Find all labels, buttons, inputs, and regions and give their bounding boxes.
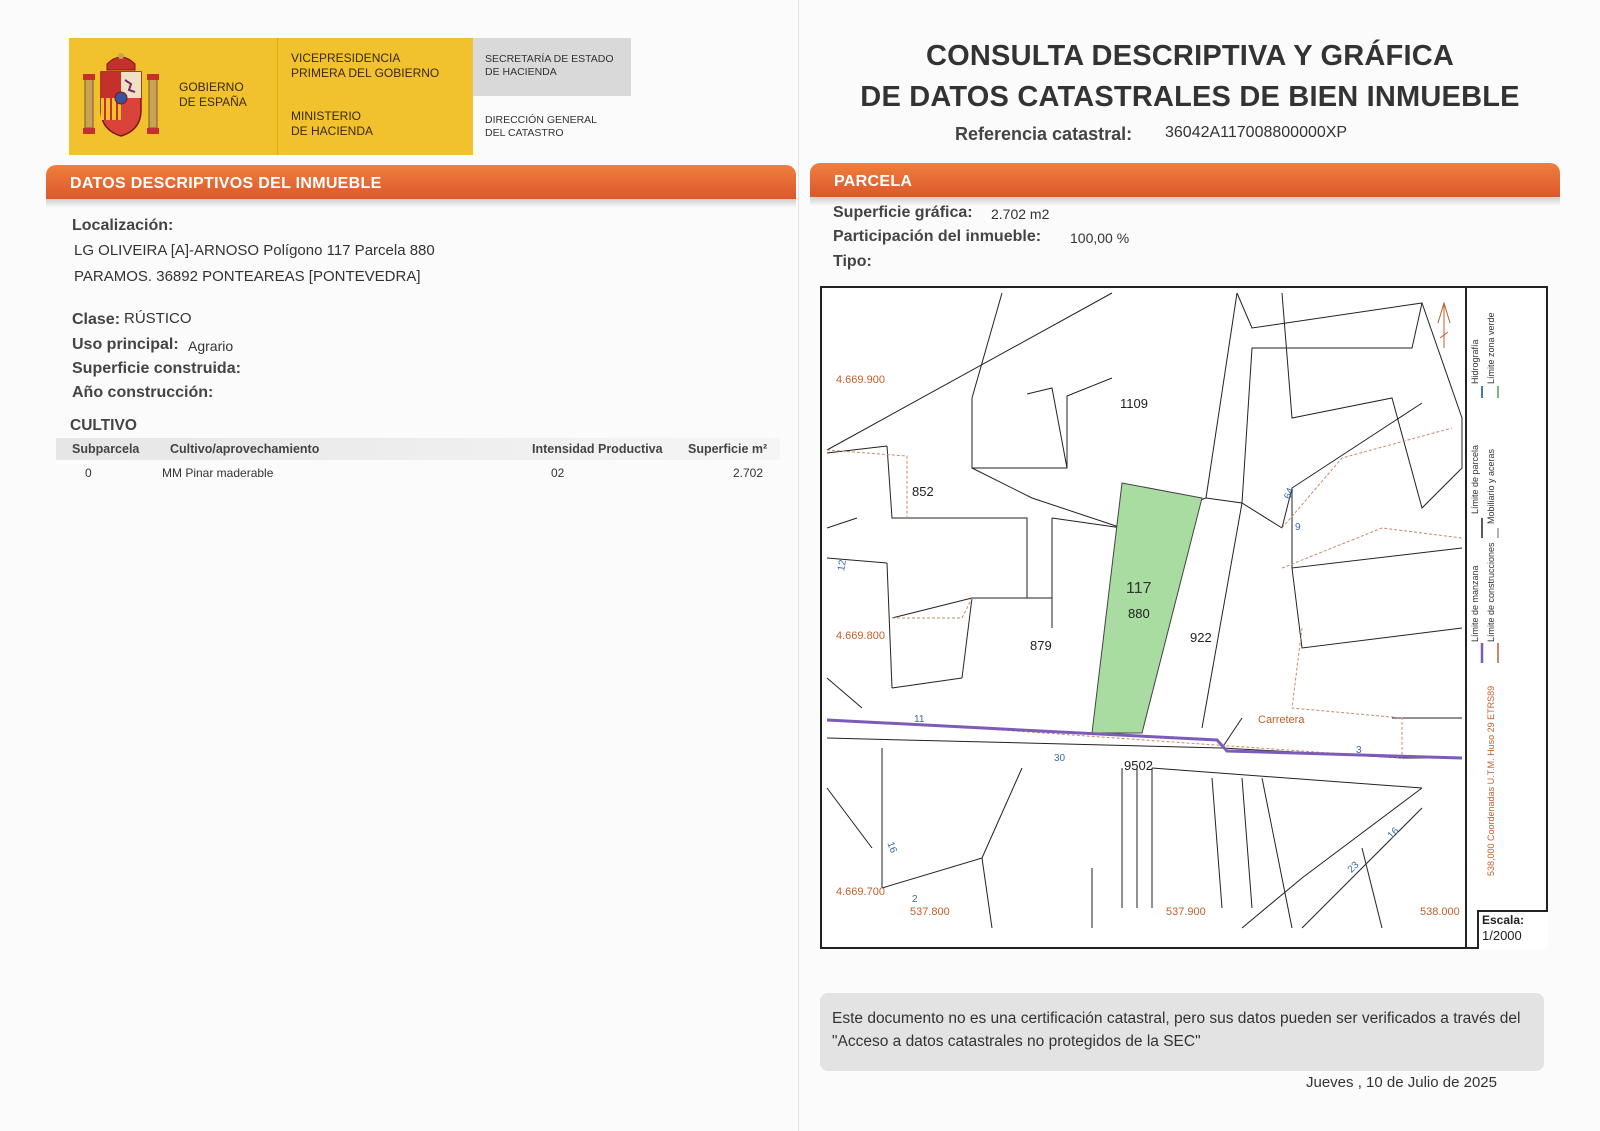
ministerio-text: MINISTERIO DE HACIENDA: [291, 109, 374, 138]
clase-value: RÚSTICO: [124, 310, 192, 327]
tipo-label: Tipo:: [833, 253, 872, 270]
scale-label: Escala:: [1482, 913, 1525, 927]
label-64: 64: [1282, 486, 1297, 501]
secretaria-block: [473, 38, 631, 96]
col-superficie: Superficie m²: [688, 442, 768, 456]
superficie-construida-label: Superficie construida:: [72, 360, 241, 377]
disclaimer-note: [820, 993, 1544, 1071]
parcela-title: PARCELA: [834, 173, 913, 190]
label-9: 9: [1295, 522, 1301, 533]
label-16-left: 16: [884, 840, 899, 855]
parcela-header: [810, 163, 1560, 201]
legend-limite-parcela-text: Límite de parcela: [1470, 444, 1480, 514]
cell-superficie: 2.702: [733, 466, 764, 480]
page-divider: [798, 0, 799, 1131]
clase-label: Clase:: [72, 311, 121, 328]
vicepresidencia-text: VICEPRESIDENCIA PRIMERA DEL GOBIERNO: [291, 51, 440, 80]
label-2: 2: [912, 894, 918, 905]
cultivo-table-header: [56, 438, 780, 460]
col-intensidad: Intensidad Productiva: [532, 442, 663, 456]
title-line-1: CONSULTA DESCRIPTIVA Y GRÁFICA: [925, 40, 1455, 72]
coat-of-arms-icon: [83, 50, 159, 138]
carretera-label: Carretera: [1258, 714, 1305, 726]
localizacion-line-2: PARAMOS. 36892 PONTEAREAS [PONTEVEDRA]: [74, 268, 421, 285]
participacion-label: Participación del inmueble:: [833, 228, 1042, 245]
coord-x-800: 537.800: [910, 906, 950, 918]
col-subparcela: Subparcela: [72, 442, 140, 456]
header-separator: [277, 38, 278, 155]
coord-x-900: 537.900: [1166, 906, 1206, 918]
direccion-catastro-text: DIRECCIÓN GENERAL DEL CATASTRO: [485, 114, 598, 139]
parcel-1109-label: 1109: [1120, 396, 1148, 411]
coord-x-000: 538.000: [1420, 906, 1460, 918]
legend-coordenadas-text: 538,000 Coordenadas U.T.M. Huso 29 ETRS89: [1486, 685, 1496, 876]
label-16-right: 16: [1385, 825, 1402, 842]
scale-box: [1477, 910, 1548, 949]
header-shadow: [46, 199, 796, 208]
datos-descriptivos-header: [46, 165, 796, 203]
cadastral-map[interactable]: [820, 286, 1548, 949]
superficie-grafica-label: Superficie gráfica:: [833, 204, 973, 221]
label-30: 30: [1054, 753, 1066, 764]
legend-limite-manzana-text: Límite de manzana: [1470, 565, 1480, 642]
coord-y-900: 4.669.900: [836, 374, 885, 386]
gobierno-espana-text: GOBIERNO DE ESPAÑA: [179, 80, 247, 109]
localizacion-line-1: LG OLIVEIRA [A]-ARNOSO Polígono 117 Parcela 880: [74, 242, 435, 259]
legend-limite-construcciones-text: Límite de construcciones: [1486, 542, 1496, 642]
disclaimer-text: Este documento no es una certificación catastral, pero sus datos pueden ser verificados a través del "Acceso a datos catastrales no protegidos de la SEC": [832, 1010, 1521, 1050]
col-cultivo: Cultivo/aprovechamiento: [170, 442, 320, 456]
parcel-852-label: 852: [912, 484, 934, 499]
scale-value: 1/2000: [1482, 928, 1522, 943]
legend-mobiliario-text: Mobiliario y aceras: [1486, 448, 1496, 524]
participacion-value: 100,00 %: [1070, 230, 1130, 246]
legend-hidrografia-text: Hidrografía: [1470, 339, 1480, 384]
secretaria-text: SECRETARÍA DE ESTADO DE HACIENDA: [485, 53, 614, 78]
referencia-value: 36042A117008800000XP: [1165, 124, 1348, 141]
parcel-9502-label: 9502: [1124, 758, 1153, 773]
cell-cultivo: MM Pinar maderable: [162, 466, 274, 480]
coord-y-800: 4.669.800: [836, 630, 885, 642]
parcel-922-label: 922: [1190, 630, 1212, 645]
coord-y-700: 4.669.700: [836, 886, 885, 898]
superficie-grafica-value: 2.702 m2: [991, 206, 1050, 222]
title-line-2: DE DATOS CATASTRALES DE BIEN INMUEBLE: [860, 81, 1520, 113]
polygon-117-label: 117: [1126, 580, 1152, 597]
uso-principal-value: Agrario: [188, 338, 234, 354]
legend-zona-verde-text: Límite zona verde: [1486, 312, 1496, 384]
label-3: 3: [1356, 745, 1362, 756]
parcel-880-label: 880: [1128, 606, 1150, 621]
label-11: 11: [914, 714, 925, 725]
cell-subparcela: 0: [85, 466, 92, 480]
document-date: Jueves , 10 de Julio de 2025: [1306, 1074, 1497, 1091]
cultivo-title: CULTIVO: [70, 417, 137, 434]
cell-intensidad: 02: [551, 466, 565, 480]
referencia-label: Referencia catastral:: [955, 124, 1133, 144]
label-23: 23: [1345, 859, 1362, 876]
anio-construccion-label: Año construcción:: [72, 384, 214, 401]
uso-principal-label: Uso principal:: [72, 336, 179, 353]
map-drawing: [822, 288, 1546, 947]
government-logo-block: [69, 38, 473, 155]
datos-descriptivos-title: DATOS DESCRIPTIVOS DEL INMUEBLE: [70, 175, 382, 192]
parcel-879-label: 879: [1030, 638, 1052, 653]
label-12: 12: [836, 559, 849, 572]
localizacion-label: Localización:: [72, 217, 174, 234]
page-title: [820, 36, 1560, 118]
table-row: [56, 466, 780, 484]
